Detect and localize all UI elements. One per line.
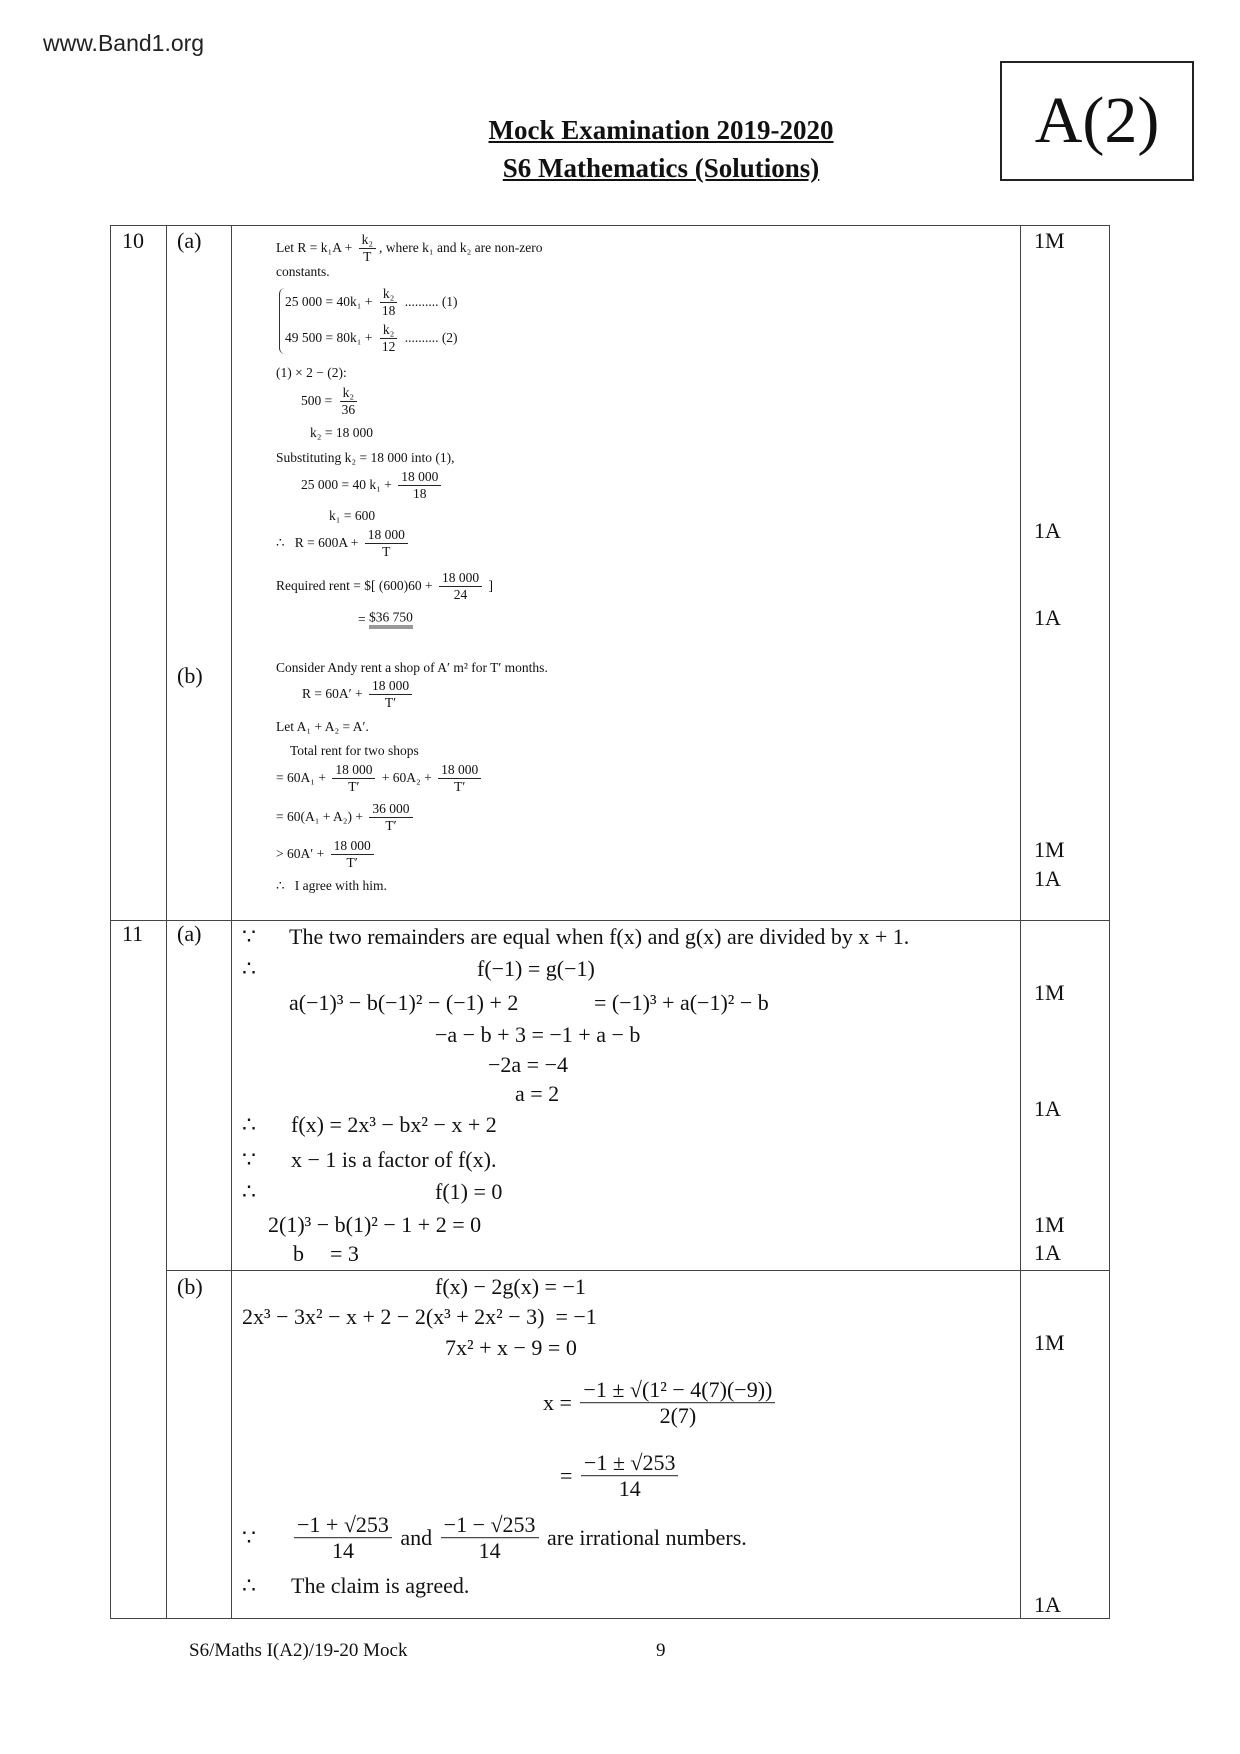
paper-label: A(2) [1034, 84, 1160, 157]
math-text: x − 1 is a factor of f(x). [291, 1147, 497, 1172]
solution-line [242, 1525, 256, 1551]
math-text: = 60(A₁ + A₂) + [276, 809, 367, 824]
denominator: 14 [331, 1538, 354, 1564]
exam-subtitle: S6 Mathematics (Solutions) [502, 153, 820, 183]
part-label: (b) [177, 1274, 203, 1299]
math-text: 2(1)³ − b(1)² − 1 + 2 = 0 [268, 1212, 482, 1237]
solution-line [310, 425, 373, 441]
math-text: ∵ [242, 1525, 256, 1550]
mark-award: 1M [1034, 1212, 1065, 1237]
math-text: ∴ R = 600A + [276, 535, 362, 550]
solution-line [285, 322, 458, 354]
math-text: = [560, 1463, 578, 1488]
math-text: k₁ = 600 [329, 508, 376, 523]
solution-line [242, 1112, 256, 1138]
numerator: 36 000 [369, 801, 412, 818]
fraction [438, 762, 481, 794]
math-text: x = [543, 1390, 578, 1415]
denominator: T′ [385, 817, 397, 833]
solution-line [560, 1450, 681, 1502]
math-text: ∵ [242, 1147, 256, 1172]
numerator: 18 000 [439, 570, 482, 587]
solution-line [276, 264, 330, 280]
solution-line [242, 1304, 597, 1330]
fraction [379, 286, 399, 318]
numerator: −1 − √253 [441, 1512, 539, 1538]
math-text: = [358, 611, 369, 626]
math-text: 49 500 = 80k₁ + [285, 330, 376, 345]
solution-line [276, 527, 411, 559]
solution-line [329, 508, 375, 524]
math-text: ∴ [242, 1179, 256, 1204]
math-text: Substituting k₂ = 18 000 into (1), [276, 450, 455, 465]
mark-award: 1A [1034, 1240, 1061, 1265]
math-text: (1) × 2 − (2): [276, 365, 347, 380]
solution-line [302, 678, 415, 710]
math-text: = 60A₁ + [276, 770, 330, 785]
solution-line [515, 1081, 559, 1107]
denominator: 14 [478, 1538, 501, 1564]
page-number: 9 [656, 1640, 666, 1661]
numerator: 18 000 [398, 469, 441, 486]
fraction [580, 1377, 775, 1429]
solution-line [291, 1573, 469, 1599]
solution-line [435, 1179, 502, 1205]
denominator: T′ [348, 778, 360, 794]
solution-line [276, 232, 543, 264]
question-number: 11 [122, 921, 144, 946]
paper-label-box [1000, 61, 1194, 181]
exam-title: Mock Examination 2019-2020 [488, 115, 834, 145]
numerator: k₂ [380, 322, 397, 339]
mark-award: 1A [1034, 1592, 1061, 1617]
math-text: 25 000 = 40 k₁ + [301, 477, 396, 492]
solution-line [242, 1179, 256, 1205]
math-text: ∴ [242, 1573, 256, 1598]
numerator: k₂ [359, 232, 376, 249]
denominator: 36 [341, 401, 356, 417]
part-label: (b) [177, 663, 203, 688]
math-text: k₂ = 18 000 [310, 425, 373, 440]
denominator: 12 [381, 338, 396, 354]
solution-line [276, 365, 347, 381]
solution-line [276, 762, 484, 794]
math-text: The two remainders are equal when f(x) and g(x) are divided by x + 1. [289, 924, 910, 949]
math-text: + 60A₂ + [378, 770, 436, 785]
fraction [331, 838, 374, 870]
numerator: −1 + √253 [294, 1512, 392, 1538]
fraction [365, 527, 408, 559]
mark-award: 1M [1034, 980, 1065, 1005]
math-text: 2x³ − 3x² − x + 2 − 2(x³ + 2x² − 3) = −1 [242, 1304, 597, 1329]
fraction [439, 570, 482, 602]
denominator: T [363, 248, 372, 264]
numerator: k₂ [380, 286, 397, 303]
math-text: f(1) = 0 [435, 1179, 503, 1204]
math-text: 7x² + x − 9 = 0 [445, 1335, 577, 1360]
math-text: Let A₁ + A₂ = A′. [276, 719, 369, 734]
question-number: 10 [122, 228, 144, 253]
mark-award: 1A [1034, 518, 1061, 543]
fraction [369, 678, 412, 710]
math-text: −2a = −4 [488, 1052, 568, 1077]
fraction [441, 1512, 539, 1564]
numerator: k₂ [340, 385, 357, 402]
solution-line [488, 1052, 568, 1078]
solution-line [242, 1573, 256, 1599]
solution-line [276, 570, 493, 602]
math-text: ∵ [242, 924, 256, 949]
math-text: are irrational numbers. [541, 1525, 747, 1550]
denominator: 18 [413, 485, 427, 501]
solution-line [242, 956, 256, 982]
solution-line [291, 1112, 497, 1138]
solution-line [276, 801, 416, 833]
denominator: T′ [454, 778, 466, 794]
footer-code: S6/Maths I(A2)/19-20 Mock [189, 1640, 408, 1661]
math-text: ∴ I agree with him. [276, 878, 387, 893]
math-text: .......... (1) [401, 294, 458, 309]
part-label: (a) [177, 228, 202, 253]
denominator: T′ [384, 694, 397, 710]
solution-line [301, 385, 361, 417]
solution-line [268, 1212, 481, 1238]
math-text: = 3 [330, 1241, 359, 1266]
math-text: = (−1)³ + a(−1)² − b [594, 990, 769, 1015]
solution-line [435, 1274, 586, 1300]
denominator: 24 [453, 586, 468, 602]
solution-line [293, 1241, 304, 1267]
mark-award: 1A [1034, 1096, 1061, 1121]
math-text: The claim is agreed. [291, 1573, 470, 1598]
numerator: 18 000 [365, 527, 408, 544]
solution-line [289, 924, 909, 950]
math-text: −a − b + 3 = −1 + a − b [435, 1022, 641, 1047]
mark-award: 1M [1034, 837, 1065, 862]
fraction [581, 1450, 679, 1502]
solution-line [358, 610, 413, 629]
denominator: 14 [618, 1476, 641, 1502]
solution-line [543, 1377, 778, 1429]
math-text: constants. [276, 264, 330, 279]
solution-line [477, 956, 595, 982]
row-divider [110, 920, 1110, 921]
numerator: 18 000 [331, 838, 374, 855]
solution-line [594, 990, 769, 1016]
fraction [379, 322, 399, 354]
solution-line [285, 286, 458, 318]
solution-line [291, 1512, 747, 1564]
fraction [398, 469, 441, 501]
denominator: 18 [381, 302, 396, 318]
math-text: , where k₁ and k₂ are non-zero [379, 240, 543, 255]
solution-line [276, 878, 387, 894]
solution-line [276, 838, 377, 870]
solution-line [435, 1022, 640, 1048]
numerator: 18 000 [332, 762, 375, 779]
math-text: .......... (2) [401, 330, 458, 345]
mark-award: 1M [1034, 228, 1065, 253]
solution-line [330, 1241, 359, 1267]
fraction [369, 801, 412, 833]
denominator: 2(7) [659, 1403, 697, 1429]
numerator: 18 000 [369, 678, 412, 695]
column-divider [166, 225, 167, 1619]
math-text: 500 = [301, 393, 336, 408]
math-text: b [293, 1241, 304, 1266]
mark-award: 1A [1034, 605, 1061, 630]
math-text: and [394, 1525, 438, 1550]
solution-line [242, 924, 256, 950]
numerator: −1 ± √253 [581, 1450, 679, 1476]
math-text: R = 60A′ + [302, 686, 366, 701]
solution-line [276, 719, 369, 735]
solution-line [276, 450, 454, 466]
denominator: T [382, 543, 391, 559]
row-divider [166, 1270, 1110, 1271]
solution-line [276, 660, 548, 676]
math-text: Required rent = $[ (600)60 + [276, 578, 436, 593]
fraction [359, 232, 376, 264]
numerator: 18 000 [438, 762, 481, 779]
fraction [332, 762, 375, 794]
math-text: f(x) = 2x³ − bx² − x + 2 [291, 1112, 497, 1137]
solution-line [289, 990, 518, 1016]
solution-line [291, 1147, 496, 1173]
solution-line [290, 743, 419, 759]
part-label: (a) [177, 921, 202, 946]
fraction [294, 1512, 392, 1564]
math-text: a(−1)³ − b(−1)² − (−1) + 2 [289, 990, 519, 1015]
site-watermark: www.Band1.org [43, 30, 205, 56]
numerator: −1 ± √(1² − 4(7)(−9)) [580, 1377, 775, 1403]
column-divider [231, 225, 232, 1619]
math-text: > 60A′ + [276, 846, 328, 861]
math-text: Total rent for two shops [290, 743, 419, 758]
denominator: T′ [346, 854, 358, 870]
final-answer: $36 750 [369, 610, 413, 629]
math-text: a = 2 [515, 1081, 560, 1106]
math-text: 25 000 = 40k₁ + [285, 294, 376, 309]
math-text: f(−1) = g(−1) [477, 956, 595, 981]
math-text: f(x) − 2g(x) = −1 [435, 1274, 586, 1299]
fraction [339, 385, 359, 417]
column-divider [1020, 225, 1021, 1619]
math-text: Consider Andy rent a shop of A′ m² for T′ months. [276, 660, 548, 675]
math-text: ] [485, 578, 493, 593]
mark-award: 1A [1034, 866, 1061, 891]
math-text: ∴ [242, 956, 256, 981]
solution-line [445, 1335, 577, 1361]
math-text: Let R = k₁A + [276, 240, 356, 255]
mark-award: 1M [1034, 1330, 1065, 1355]
math-text: ∴ [242, 1112, 256, 1137]
solution-line [301, 469, 444, 501]
solution-line [242, 1147, 256, 1173]
